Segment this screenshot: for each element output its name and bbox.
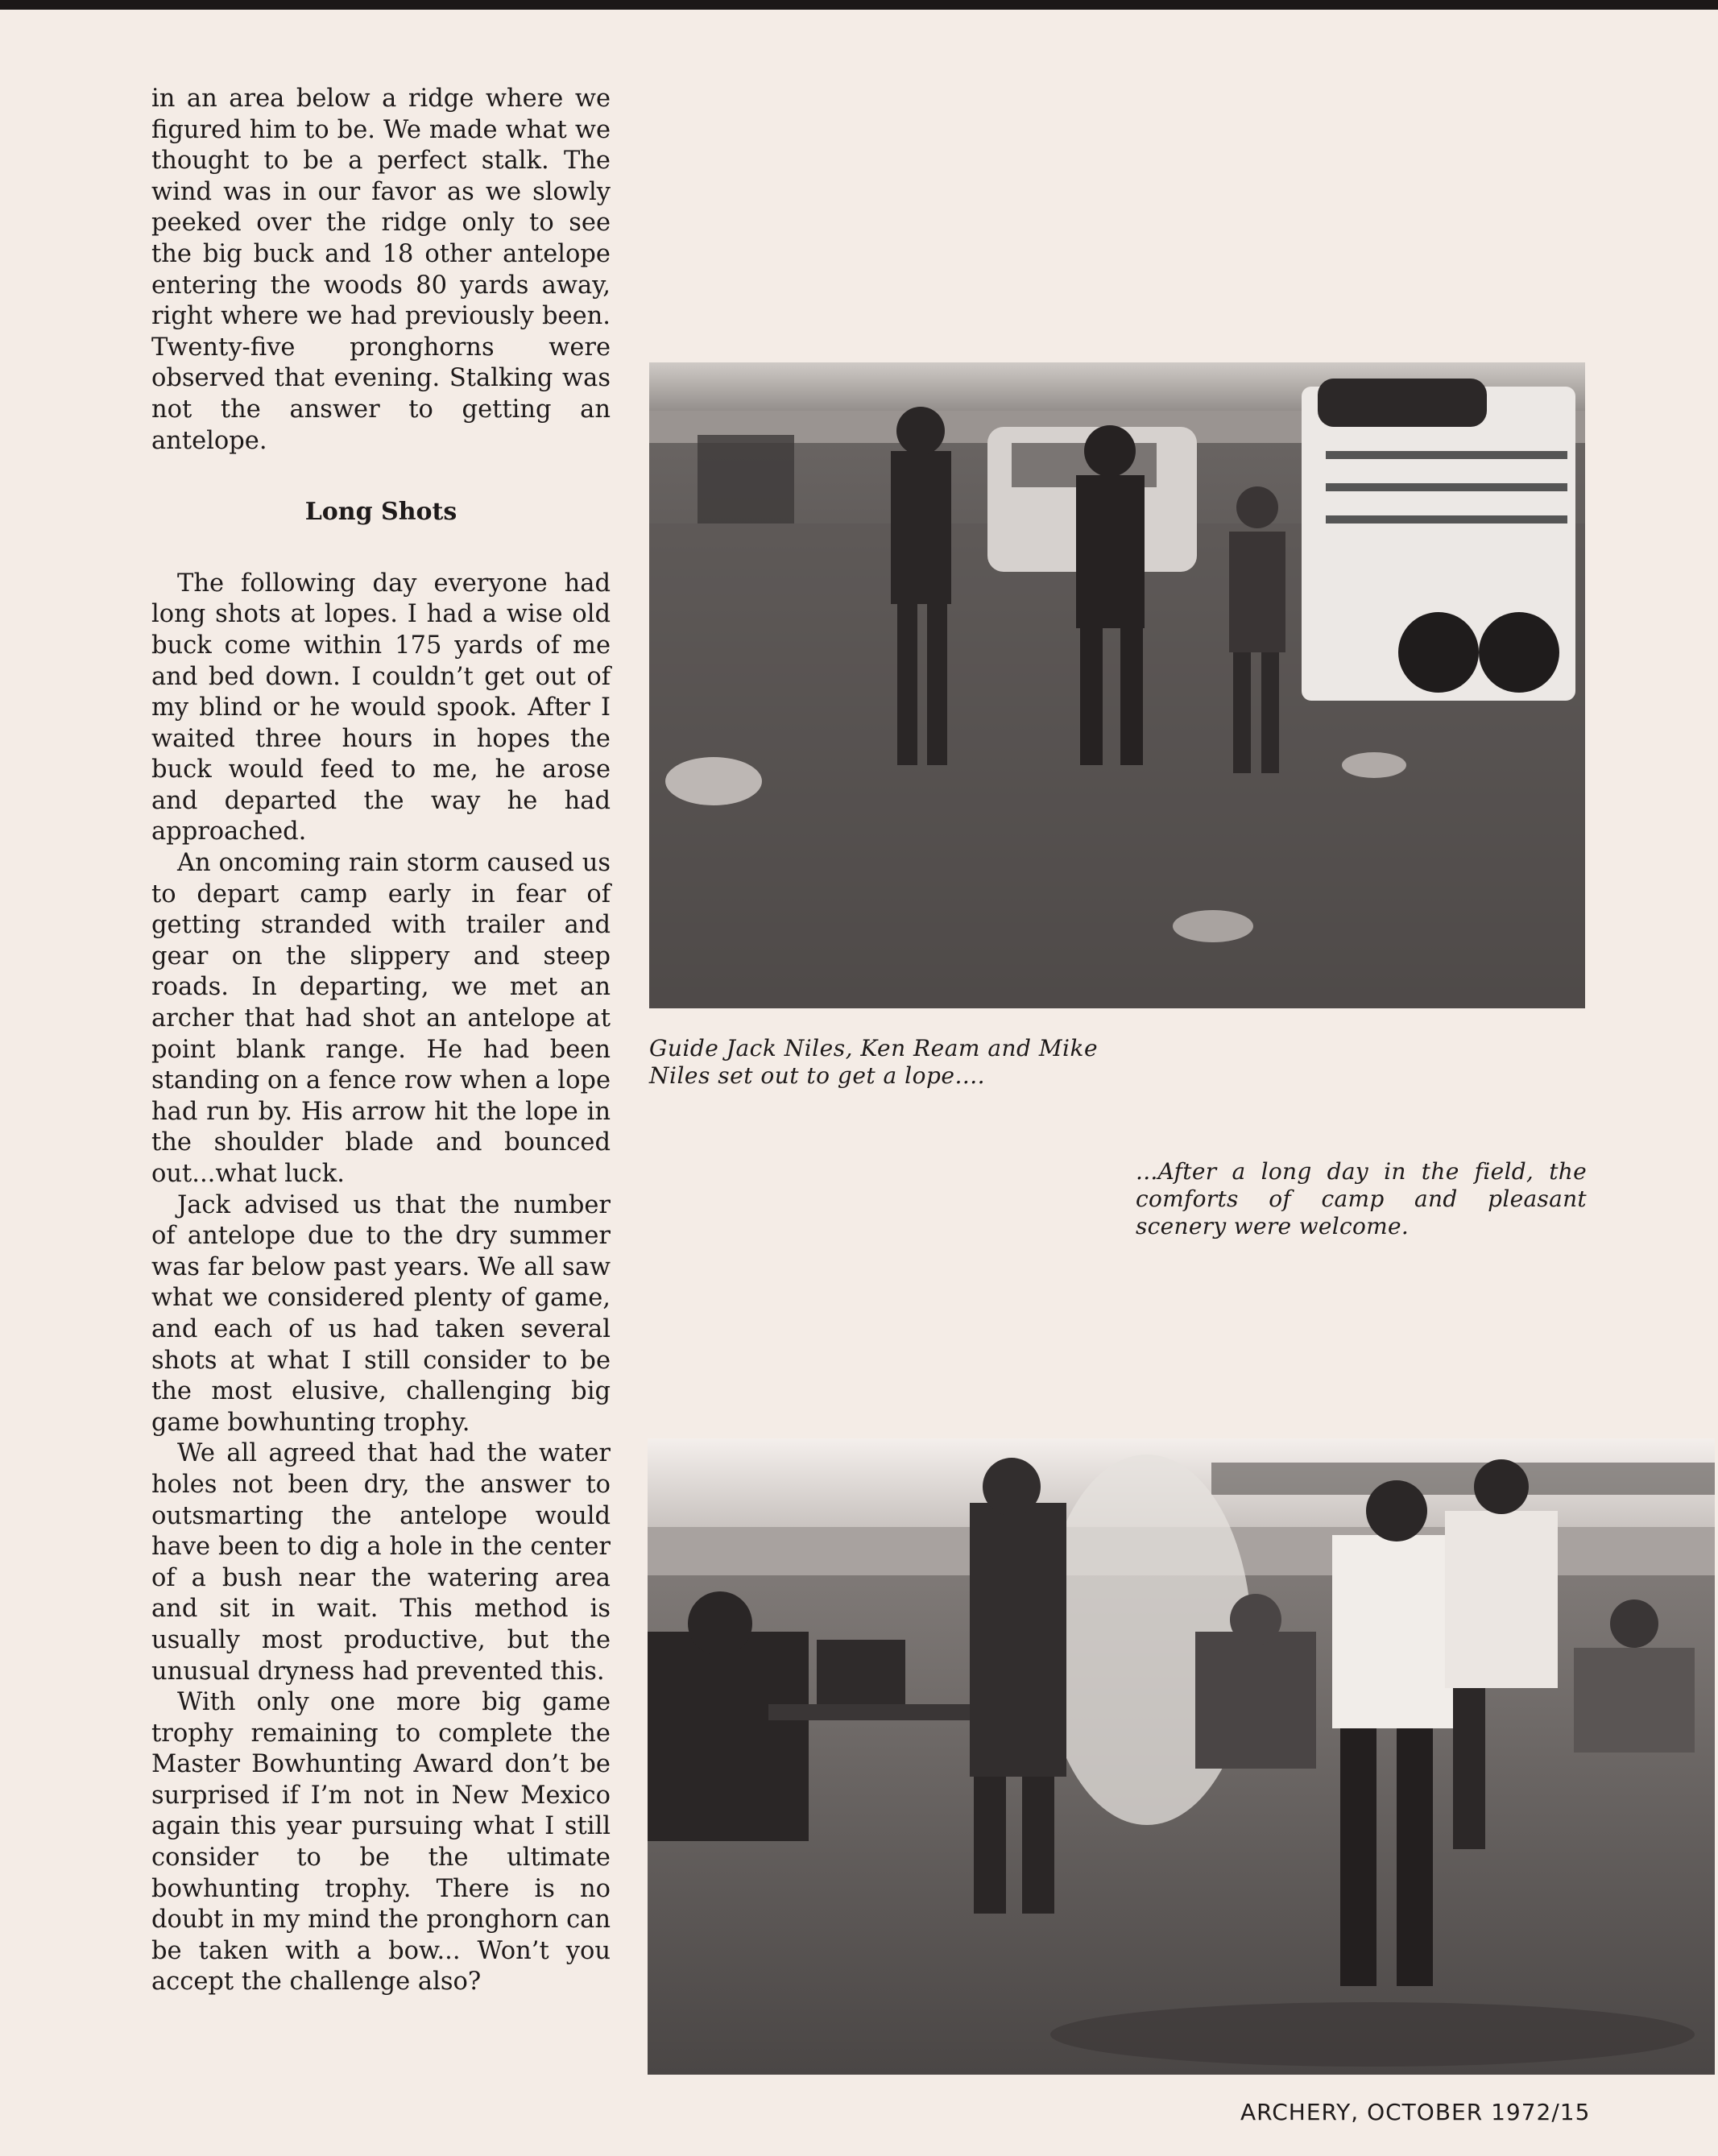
- article-paragraph-5: We all agreed that had the water holes not been dry, the answer to outsmarting the antelope would have been to dig a hole in the center of a bush near the watering area and sit in wait. This method is usually most productive, but the unusual dryness had prevented this.: [151, 1439, 611, 1686]
- article-paragraph-1: in an area below a ridge where we figured him to be. We made what we thought to be a perfect stalk. The wind was in our favor as we slowly peeked over the ridge only to see the big buck and 18 other antelope entering the woods 80 yards away, right where we had previously been. Twenty-five pronghorns were observed that evening. Stalking was not the answer to getting an antelope.: [151, 85, 611, 455]
- page-footer: ARCHERY, OCTOBER 1972/15: [1240, 2099, 1591, 2125]
- photo-caption-2: ...After a long day in the field, the comforts of camp and pleasant scenery were welcome.: [1136, 1158, 1587, 1239]
- photo-caption-1: Guide Jack Niles, Ken Ream and Mike Niles set out to get a lope....: [649, 1035, 1099, 1089]
- article-column: [151, 84, 611, 1998]
- page-top-edge: [0, 0, 1718, 10]
- article-paragraph-2: The following day everyone had long shots at lopes. I had a wise old buck come within 175 yards of me and bed down. I couldn’t get out of my blind or he would spook. After I waited three hours in hopes the buck would feed to me, he arose and departed the way he had approached.: [151, 569, 611, 846]
- section-heading: Long Shots: [304, 498, 457, 527]
- article-paragraph-4: Jack advised us that the number of antelope due to the dry summer was far below past years. We all saw what we considered plenty of game, and each of us had taken several shots at what I still consider to be the most elusive, challenging big game bowhunting trophy.: [151, 1190, 611, 1437]
- article-paragraph-3: An oncoming rain storm caused us to depart camp early in fear of getting stranded with trailer and gear on the slippery and steep roads. In departing, we met an archer that had shot an antelope at point blank range. He had been standing on a fence row when a lope had run by. His arrow hit the lope in the shoulder blade and bounced out...what luck.: [151, 849, 611, 1188]
- hunters-trailer-photo: [649, 362, 1585, 1008]
- campfire-scene-photo: [648, 1438, 1715, 2075]
- article-paragraph-6: With only one more big game trophy remaining to complete the Master Bowhunting Award don’t be surprised if I’m not in New Mexico again this year pursuing what I still consider to be the ultimate bowhunting trophy. There is no doubt in my mind the pronghorn can be taken with a bow... Won’t you accept the challenge also?: [151, 1688, 611, 1997]
